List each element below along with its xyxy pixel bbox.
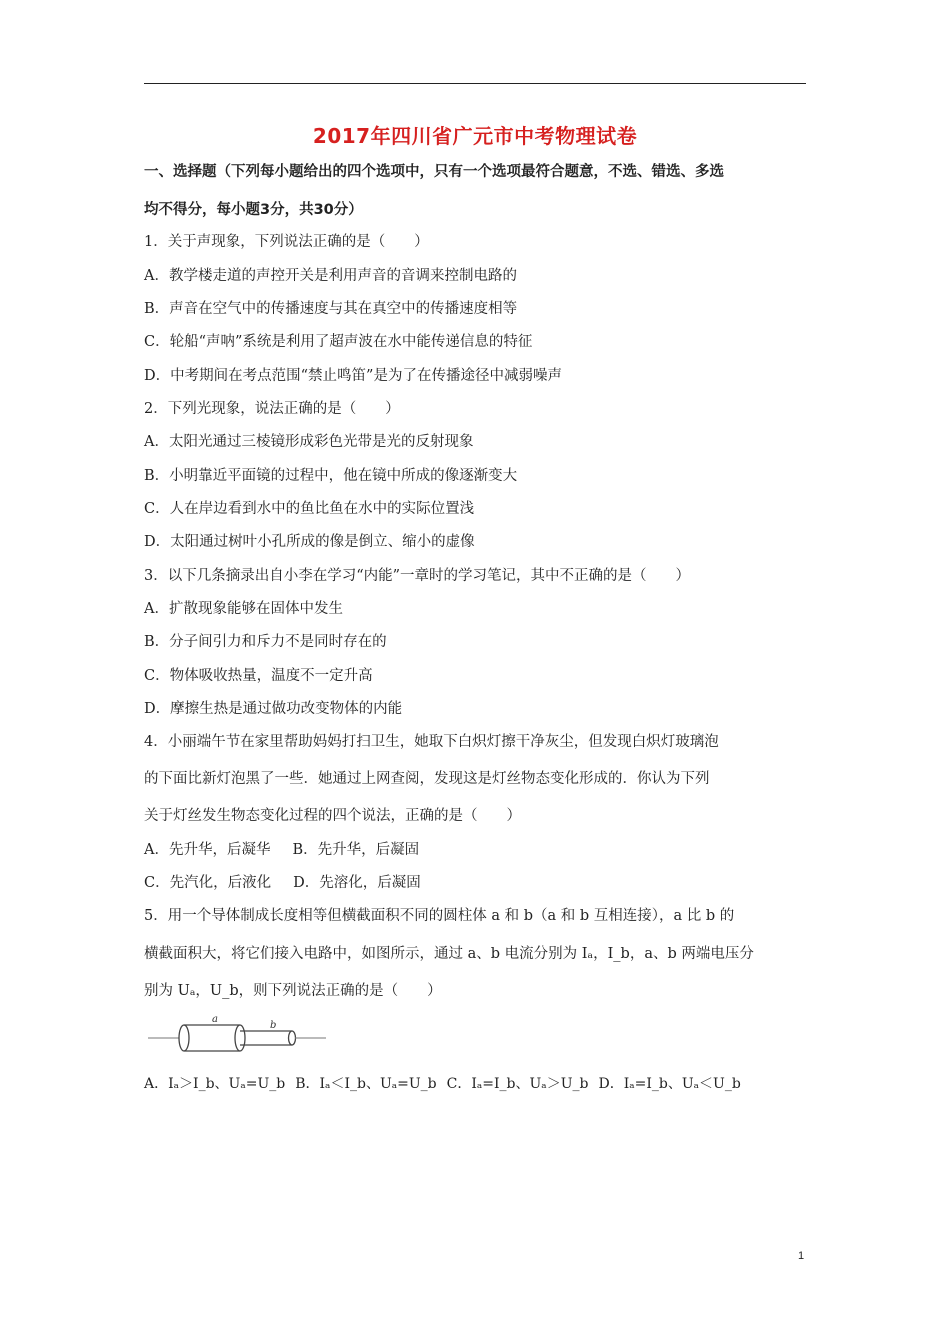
conductor-figure	[148, 1012, 328, 1067]
section-heading-line1: 一、选择题（下列每小题给出的四个选项中，只有一个选项最符合题意，不选、错选、多选	[144, 164, 724, 180]
q3-option-b: B．分子间引力和斥力不是同时存在的	[144, 634, 387, 650]
q2-option-b: B．小明靠近平面镜的过程中，他在镜中所成的像逐渐变大	[144, 468, 518, 484]
header-rule	[144, 83, 806, 84]
q4-options-row2	[144, 873, 814, 893]
q3-option-a: A．扩散现象能够在固体中发生	[144, 601, 343, 617]
q4-options-row1	[144, 840, 814, 860]
q2-option-c: C．人在岸边看到水中的鱼比鱼在水中的实际位置浅	[144, 501, 475, 517]
q4-option-c: C．先汽化，后液化	[144, 875, 272, 891]
q1-option-d: D．中考期间在考点范围“禁止鸣笛”是为了在传播途径中减弱噪声	[144, 368, 562, 384]
cylinder-a-left-end	[179, 1025, 189, 1051]
q3-option-d: D．摩擦生热是通过做功改变物体的内能	[144, 701, 403, 717]
q1-option-b: B．声音在空气中的传播速度与其在真空中的传播速度相等	[144, 301, 518, 317]
q4-option-b: B．先升华，后凝固	[292, 842, 420, 858]
q5-stem-line1: 5．用一个导体制成长度相等但横截面积不同的圆柱体 a 和 b（a 和 b 互相连接），a 比 b 的	[144, 908, 735, 924]
q1-option-a: A．教学楼走道的声控开关是利用声音的音调来控制电路的	[144, 268, 517, 284]
q5-answer-d: D．Iₐ=I_b、Uₐ＜U_b	[598, 1076, 741, 1092]
label-a: a	[212, 1014, 218, 1025]
q4-stem-line3: 关于灯丝发生物态变化过程的四个说法，正确的是（ ）	[144, 808, 521, 824]
q5-answer-a: A．Iₐ＞I_b、Uₐ=U_b	[144, 1076, 286, 1092]
q4-stem-line1: 4．小丽端午节在家里帮助妈妈打扫卫生，她取下白炽灯擦干净灰尘，但发现白炽灯玻璃泡	[144, 734, 719, 750]
q3-option-c: C．物体吸收热量，温度不一定升高	[144, 668, 373, 684]
q2-option-d: D．太阳通过树叶小孔所成的像是倒立、缩小的虚像	[144, 534, 475, 550]
q2-option-a: A．太阳光通过三棱镜形成彩色光带是光的反射现象	[144, 434, 474, 450]
q2-stem: 2．下列光现象，说法正确的是（ ）	[144, 401, 400, 417]
paper-title: 2017年四川省广元市中考物理试卷	[312, 124, 638, 148]
q4-option-a: A．先升华，后凝华	[144, 842, 271, 858]
q5-answer-c: C．Iₐ=I_b、Uₐ＞U_b	[446, 1076, 589, 1092]
q1-option-c: C．轮船“声呐”系统是利用了超声波在水中能传递信息的特征	[144, 334, 533, 350]
q5-stem-line2: 横截面积大，将它们接入电路中，如图所示，通过 a、b 电流分别为 Iₐ，I_b，a、b 两端电压分	[144, 946, 754, 962]
cylinder-a-right-end	[235, 1025, 245, 1051]
q5-answers	[144, 1073, 741, 1093]
label-b: b	[270, 1020, 277, 1031]
q5-answer-b: B．Iₐ＜I_b、Uₐ=U_b	[295, 1076, 437, 1092]
q5-stem-line3: 别为 Uₐ，U_b，则下列说法正确的是（ ）	[144, 983, 442, 999]
section-heading-line2: 均不得分，每小题3分，共30分）	[144, 202, 363, 218]
q3-stem: 3．以下几条摘录出自小李在学习“内能”一章时的学习笔记，其中不正确的是（ ）	[144, 568, 691, 584]
q4-stem-line2: 的下面比新灯泡黑了一些．她通过上网查阅，发现这是灯丝物态变化形成的．你认为下列	[144, 771, 710, 787]
q1-stem: 1．关于声现象，下列说法正确的是（ ）	[144, 234, 429, 250]
page-number: 1	[798, 1250, 805, 1262]
cylinder-b-right-end	[289, 1031, 296, 1045]
q4-option-d: D．先溶化，后凝固	[293, 875, 421, 891]
